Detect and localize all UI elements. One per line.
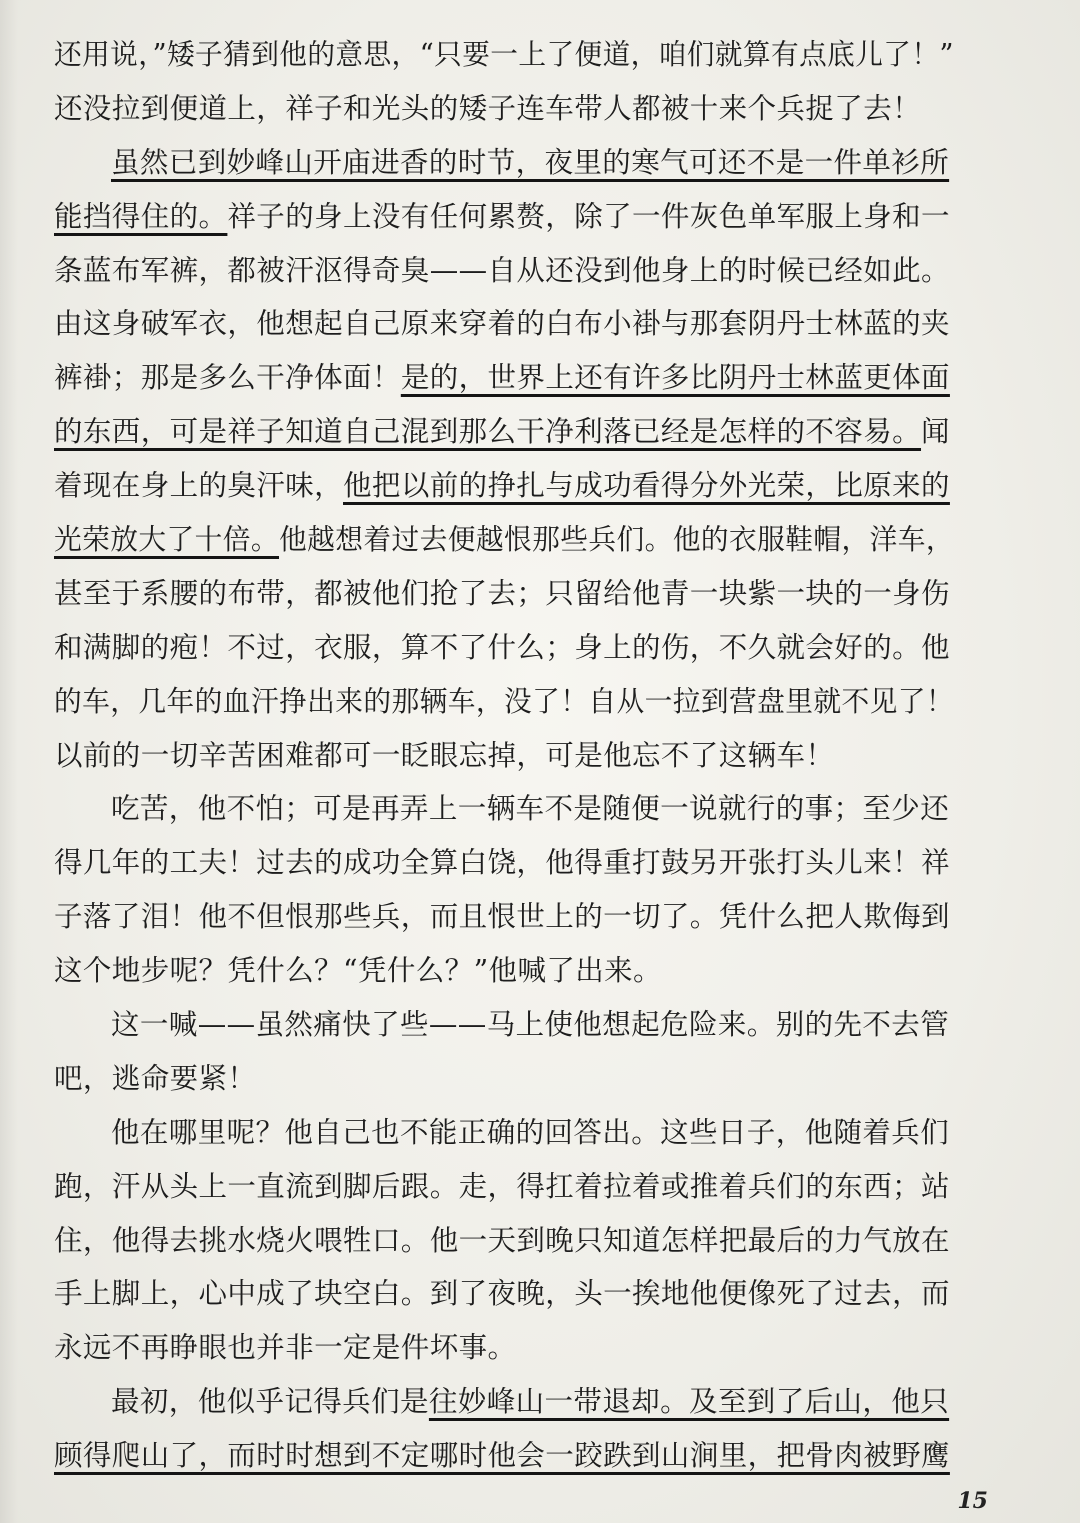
text-segment: 手上脚上，心中成了块空白。到了夜晚，头一挨地他便像死了过去，而 xyxy=(54,1277,950,1311)
text-segment: 这个地步呢？凭什么？“凭什么？”他喊了出来。 xyxy=(54,954,662,988)
text-line xyxy=(54,459,954,513)
text-segment: 祥子的身上没有任何累赘，除了一件灰色单军服上身和一 xyxy=(227,199,950,233)
text-segment: 他在哪里呢？他自己也不能正确的回答出。这些日子，他随着兵们 xyxy=(111,1115,950,1149)
underlined-text: 是的，世界上还有许多比阴丹士林蓝更体面 xyxy=(400,361,950,395)
text-line xyxy=(54,1052,954,1106)
text-segment: 还没拉到便道上，祥子和光头的矮子连车带人都被十来个兵捉了去！ xyxy=(54,91,922,125)
text-line xyxy=(54,297,954,351)
text-line xyxy=(54,1321,954,1375)
text-segment: 永远不再睁眼也并非一定是件坏事。 xyxy=(54,1331,517,1365)
text-line xyxy=(54,1214,954,1268)
text-line xyxy=(54,1375,954,1429)
text-segment: 甚至于系腰的布带，都被他们抢了去；只留给他青一块紫一块的一身伤 xyxy=(54,576,950,610)
text-line xyxy=(54,405,954,459)
text-line xyxy=(54,82,954,136)
underlined-text: 光荣放大了十倍。 xyxy=(54,523,280,557)
text-segment: 他越想着过去便越恨那些兵们。他的衣服鞋帽，洋车， xyxy=(279,523,955,557)
text-line xyxy=(54,998,954,1052)
text-segment: 还用说，”矮子猜到他的意思，“只要一上了便道，咱们就算有点底儿了！” xyxy=(54,38,954,71)
text-segment: 闻 xyxy=(921,415,950,449)
text-segment: 吧，逃命要紧！ xyxy=(54,1061,257,1095)
text-segment: 条蓝布军裤，都被汗沤得奇臭——自从还没到他身上的时候已经如此。 xyxy=(54,253,950,287)
underlined-text: 顾得爬山了，而时时想到不定哪时他会一跤跌到山涧里，把骨肉被野鹰 xyxy=(54,1439,950,1473)
text-line xyxy=(54,28,954,82)
text-line xyxy=(54,567,954,621)
text-line xyxy=(54,1429,954,1483)
underlined-text: 他把以前的挣扎与成功看得分外光荣，比原来的 xyxy=(343,469,950,503)
text-segment: 着现在身上的臭汗味， xyxy=(54,469,344,503)
text-line xyxy=(54,351,954,405)
underlined-text: 往妙峰山一带退却。及至到了后山，他只 xyxy=(428,1385,950,1419)
text-segment: 得几年的工夫！过去的成功全算白饶，他得重打鼓另开张打头儿来！祥 xyxy=(54,846,950,880)
text-line xyxy=(54,621,954,675)
underlined-text: 能挡得住的。 xyxy=(54,199,228,233)
text-segment: 子落了泪！他不但恨那些兵，而且恨世上的一切了。凭什么把人欺侮到 xyxy=(54,900,950,934)
body-text xyxy=(54,28,954,1483)
page-edge-shadow xyxy=(0,0,18,1523)
text-line xyxy=(54,190,954,244)
text-segment: 以前的一切辛苦困难都可一眨眼忘掉，可是他忘不了这辆车！ xyxy=(54,738,835,772)
text-line xyxy=(54,1160,954,1214)
text-segment: 的车，几年的血汗挣出来的那辆车，没了！自从一拉到营盘里就不见了！ xyxy=(54,684,955,718)
text-line xyxy=(54,675,955,729)
text-segment: 这一喊——虽然痛快了些——马上使他想起危险来。别的先不去管 xyxy=(111,1008,950,1042)
text-segment: 由这身破军衣，他想起自己原来穿着的白布小褂与那套阴丹士林蓝的夹 xyxy=(54,307,950,341)
page-number: 15 xyxy=(957,1488,988,1514)
text-line xyxy=(54,244,954,298)
underlined-text: 虽然已到妙峰山开庙进香的时节，夜里的寒气可还不是一件单衫所 xyxy=(111,145,950,179)
text-segment: 最初，他似乎记得兵们是 xyxy=(111,1385,429,1419)
underlined-text: 的东西，可是祥子知道自己混到那么干净利落已经是怎样的不容易。 xyxy=(54,415,922,449)
text-segment: 和满脚的疱！不过，衣服，算不了什么；身上的伤，不久就会好的。他 xyxy=(54,630,950,664)
text-segment: 跑，汗从头上一直流到脚后跟。走，得扛着拉着或推着兵们的东西；站 xyxy=(54,1169,950,1203)
text-line xyxy=(54,136,954,190)
text-segment: 裤褂；那是多么干净体面！ xyxy=(54,361,401,395)
text-line xyxy=(54,890,954,944)
text-line xyxy=(54,513,955,567)
text-line xyxy=(54,729,954,783)
text-segment: 住，他得去挑水烧火喂牲口。他一天到晚只知道怎样把最后的力气放在 xyxy=(54,1223,950,1257)
text-line xyxy=(54,782,954,836)
text-line xyxy=(54,944,954,998)
text-line xyxy=(54,836,954,890)
text-line xyxy=(54,1267,954,1321)
text-line xyxy=(54,1106,954,1160)
text-segment: 吃苦，他不怕；可是再弄上一辆车不是随便一说就行的事；至少还 xyxy=(111,792,950,826)
